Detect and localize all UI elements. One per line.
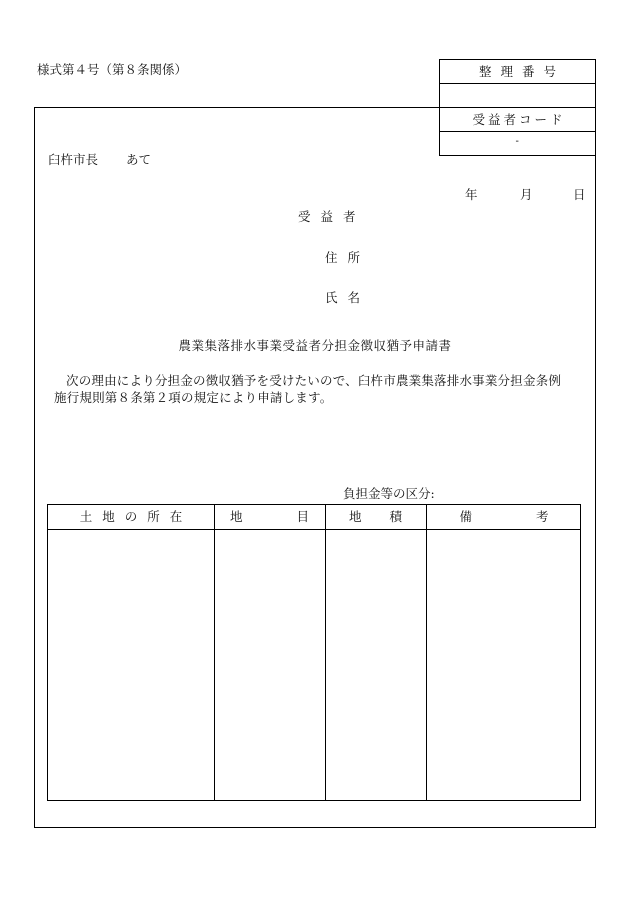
reference-number-field[interactable]: [440, 84, 595, 108]
reference-number-label: 整理番号: [440, 60, 595, 84]
form-number-label: 様式第４号（第８条関係）: [37, 62, 188, 77]
application-statement: 次の理由により分担金の徴収猶予を受けたいので、臼杵市農業集落排水事業分担金条例施行規則第８条第２項の規定により申請します。: [54, 373, 562, 405]
header-land-category: 地 目: [230, 509, 309, 524]
applicant-name-label: 氏名: [325, 290, 371, 305]
applicant-address-label: 住所: [325, 250, 371, 265]
date-year: 年: [465, 187, 478, 202]
header-land-area: 地 積: [349, 509, 402, 524]
land-table-header: [48, 505, 580, 530]
column-divider: [426, 505, 427, 800]
beneficiary-code-label: 受益者コード: [440, 108, 595, 132]
document-title: 農業集落排水事業受益者分担金徴収猶予申請書: [178, 338, 452, 353]
date-day: 日: [573, 187, 586, 202]
addressee: [48, 150, 151, 168]
column-divider: [325, 505, 326, 800]
land-table: [47, 504, 581, 801]
header-land-location: 土地の所在: [79, 509, 193, 524]
date-month: 月: [520, 187, 533, 202]
beneficiary-code-field[interactable]: -: [515, 136, 520, 147]
applicant-label: 受益者: [298, 209, 366, 224]
addressee-name: 臼杵市長: [48, 152, 99, 167]
column-divider: [214, 505, 215, 800]
reference-number-box: [439, 59, 596, 156]
addressee-suffix: あて: [126, 152, 152, 167]
header-remarks: 備 考: [459, 509, 549, 524]
charge-category-label: 負担金等の区分:: [343, 486, 435, 501]
